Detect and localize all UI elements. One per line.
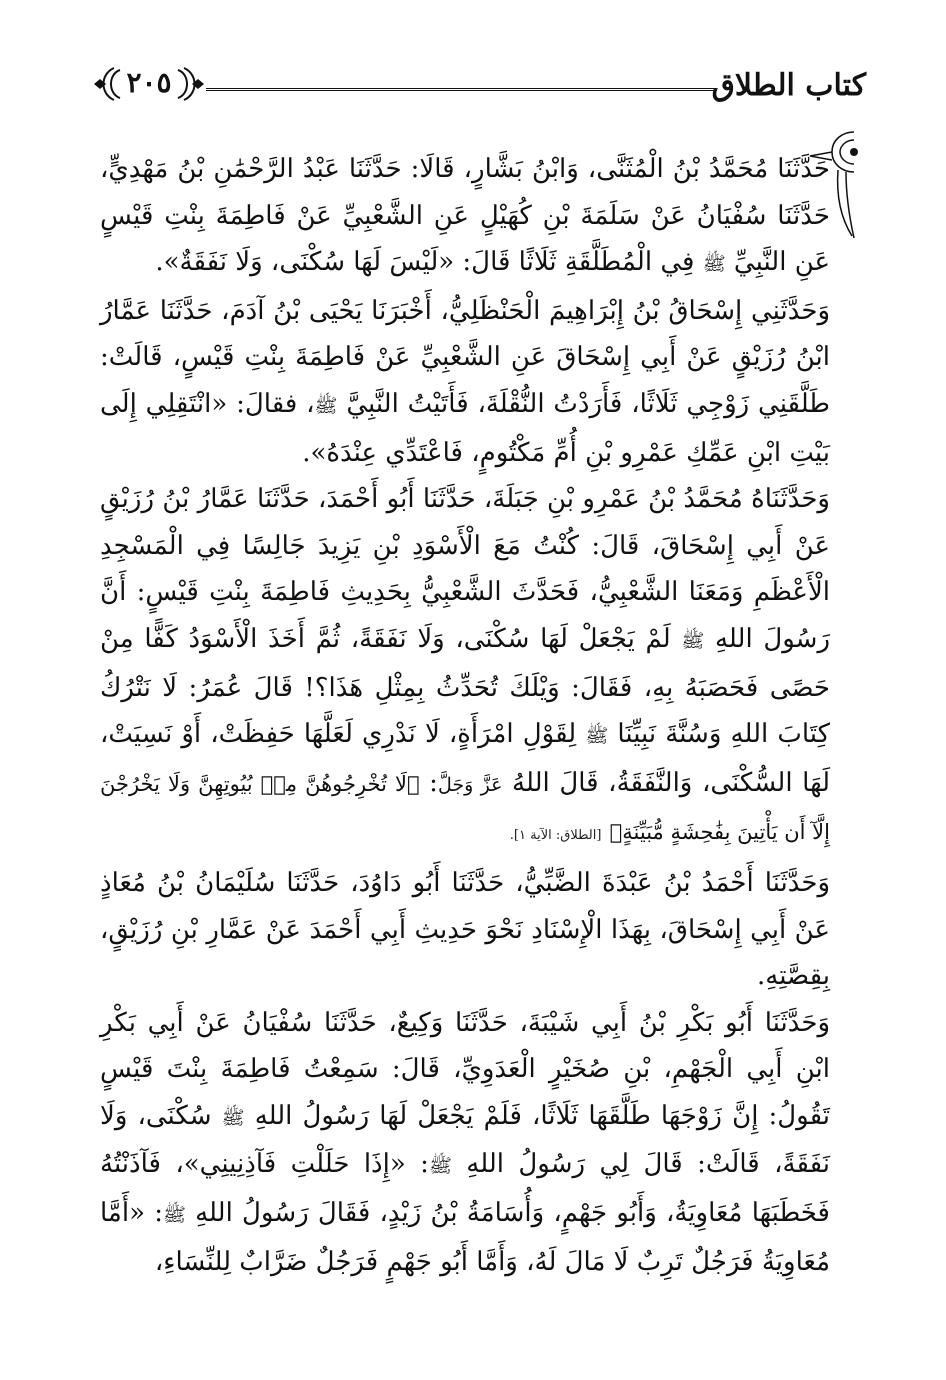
paragraph-text: : bbox=[419, 767, 438, 798]
hadith-paragraph bbox=[100, 146, 830, 288]
honorific-glyph: ﷺ bbox=[221, 1106, 245, 1129]
paragraph-text: : «أَمَّا مُعَاوِيَةُ فَرَجُلٌ تَرِبٌ لَا مَالَ لَهُ، وَأَمَّا أَبُو جَهْمٍ فَرَجُلٌ ضَرَّابٌ لِلنِّسَاءِ، bbox=[100, 1198, 830, 1277]
page-number: ٢٠٥ bbox=[126, 66, 172, 99]
running-header bbox=[88, 62, 866, 110]
quran-verse: ﴿لَا تُخْرِجُوهُنَّ مِنۢ بُيُوتِهِنَّ وَلَا يَخْرُجْنَ إِلَّآ أَن يَأْتِينَ بِفَٰحِشَةٍ مُّبَيِّنَةٍ﴾ bbox=[100, 771, 830, 845]
paragraph-text bbox=[601, 816, 609, 846]
honorific-glyph: ﷺ bbox=[702, 253, 726, 276]
paragraph-text: حَدَّثَنَا مُحَمَّدُ بْنُ الْمُثَنَّى، وَابْنُ بَشَّارٍ، قَالَا: حَدَّثَنَا عَبْدُ الرَّحْمَٰنِ بْنُ مَهْدِيٍّ، حَدَّثَنَا سُفْيَانُ عَنْ سَلَمَةَ بْنِ كُهَيْلٍ عَنِ الشَّعْبِيِّ عَنْ فَاطِمَةَ بِنْتِ قَيْسٍ عَنِ النَّبِيِّ bbox=[100, 154, 830, 278]
header-rule bbox=[206, 88, 716, 91]
hadith-paragraph bbox=[100, 860, 830, 1000]
honorific-glyph: ﷺ bbox=[681, 629, 705, 652]
hadith-paragraph bbox=[100, 476, 830, 860]
honorific-glyph: ﷺ bbox=[428, 1155, 452, 1178]
page-number-ornament bbox=[94, 64, 204, 104]
paragraph-text: وَحَدَّثَنَاهُ مُحَمَّدُ بْنُ عَمْرِو بْنِ جَبَلَةَ، حَدَّثَنَا أَبُو أَحْمَدَ، حَدَّثَنَا عَمَّارُ بْنُ رُزَيْقٍ عَنْ أَبِي إِسْحَاقَ، قَالَ: كُنْتُ مَعَ الْأَسْوَدِ بْنِ يَزِيدَ جَالِسًا فِي الْمَسْجِدِ الْأَعْظَمِ وَمَعَنَا الشَّعْبِيُّ، فَحَدَّثَ الشَّعْبِيُّ بِحَدِيثِ فَاطِمَةَ بِنْتِ قَيْسٍ: أَنَّ رَسُولَ اللهِ bbox=[100, 484, 831, 654]
paragraph-text: فِي الْمُطَلَّقَةِ ثَلَاثًا قَالَ: «لَيْسَ لَهَا سُكْنَى، وَلَا نَفَقَةٌ». bbox=[155, 247, 703, 278]
book-title: كتاب الطلاق bbox=[711, 68, 866, 103]
paragraph-text: : «إِذَا حَلَلْتِ فَآذِنِينِي»، فَآذَنْتُهُ فَخَطَبَهَا مُعَاوِيَةُ، وَأَبُو جَهْمٍ، وَأُسَامَةُ بْنُ زَيْدٍ، فَقَالَ رَسُولُ اللهِ bbox=[100, 1149, 830, 1229]
hadith-text-body bbox=[100, 146, 830, 1285]
paragraph-text: وَحَدَّثَنَا أَحْمَدُ بْنُ عَبْدَةَ الضَّبِّيُّ، حَدَّثَنَا أَبُو دَاوُدَ، حَدَّثَنَا سُلَيْمَانُ بْنُ مُعَاذٍ عَنْ أَبِي إِسْحَاقَ، بِهَذَا الْإِسْنَادِ نَحْوَ حَدِيثِ أَبِي أَحْمَدَ عَنْ عَمَّارِ بْنِ رُزَيْقٍ، بِقِصَّتِهِ. bbox=[100, 867, 830, 992]
honorific-glyph: عَزَّ وَجَلَّ bbox=[437, 773, 503, 796]
honorific-glyph: ﷺ bbox=[162, 1204, 186, 1227]
verse-reference: [الطلاق: الآية ١]. bbox=[509, 828, 602, 844]
paragraph-text: ، فقالَ: «انْتَقِلِي إِلَى بَيْتِ ابْنِ عَمِّكِ عَمْرِو بْنِ أُمِّ مَكْتُومٍ، فَاعْتَدِّي عِنْدَهُ». bbox=[100, 388, 830, 468]
honorific-glyph: ﷺ bbox=[314, 394, 338, 417]
paragraph-text: لِقَوْلِ امْرَأَةٍ، لَا نَدْرِي لَعَلَّهَا حَفِظَتْ، أَوْ نَسِيَتْ، لَهَا السُّكْنَى، وَالنَّفَقَةُ، قَالَ اللهُ bbox=[100, 719, 831, 798]
hadith-paragraph bbox=[100, 288, 830, 476]
paragraph-text: لَمْ يَجْعَلْ لَهَا سُكْنَى، وَلَا نَفَقَةً، ثُمَّ أَخَذَ الْأَسْوَدُ كَفًّا مِنْ حَصًى فَحَصَبَهُ بِهِ، فَقَالَ: وَيْلَكَ تُحَدِّثُ بِمِثْلِ هَذَا؟! قَالَ عُمَرُ: لَا نَتْرُكُ كِتَابَ اللهِ وَسُنَّةَ نَبِيِّنَا bbox=[100, 623, 830, 750]
paragraph-text: سُكْنَى، وَلَا نَفَقَةً، قَالَتْ: قَالَ لِي رَسُولُ اللهِ bbox=[100, 1100, 830, 1180]
paragraph-text: وَحَدَّثَنَا أَبُو بَكْرِ بْنُ أَبِي شَيْبَةَ، حَدَّثَنَا وَكِيعٌ، حَدَّثَنَا سُفْيَانُ عَنْ أَبِي بَكْرِ ابْنِ أَبِي الْجَهْمِ، بْنِ صُخَيْرٍ الْعَدَوِيِّ، قَالَ: سَمِعْتُ فَاطِمَةَ بِنْتَ قَيْسٍ تَقُولُ: إِنَّ زَوْجَهَا طَلَّقَهَا ثَلَاثًا، فَلَمْ يَجْعَلْ لَهَا رَسُولُ اللهِ bbox=[100, 1007, 830, 1131]
hadith-paragraph bbox=[100, 1000, 830, 1286]
honorific-glyph: ﷺ bbox=[585, 725, 609, 748]
paragraph-text: وَحَدَّثَنِي إِسْحَاقُ بْنُ إِبْرَاهِيمَ الْحَنْظَلِيُّ، أَخْبَرَنَا يَحْيَى بْنُ آدَمَ، حَدَّثَنَا عَمَّارُ ابْنُ رُزَيْقٍ عَنْ أَبِي إِسْحَاقَ عَنِ الشَّعْبِيِّ عَنْ فَاطِمَةَ بِنْتِ قَيْسٍ، قَالَتْ: طَلَّقَنِي زَوْجِي ثَلَاثًا، فَأَرَدْتُ النُّقْلَةَ، فَأَتَيْتُ النَّبِيَّ bbox=[100, 295, 831, 419]
